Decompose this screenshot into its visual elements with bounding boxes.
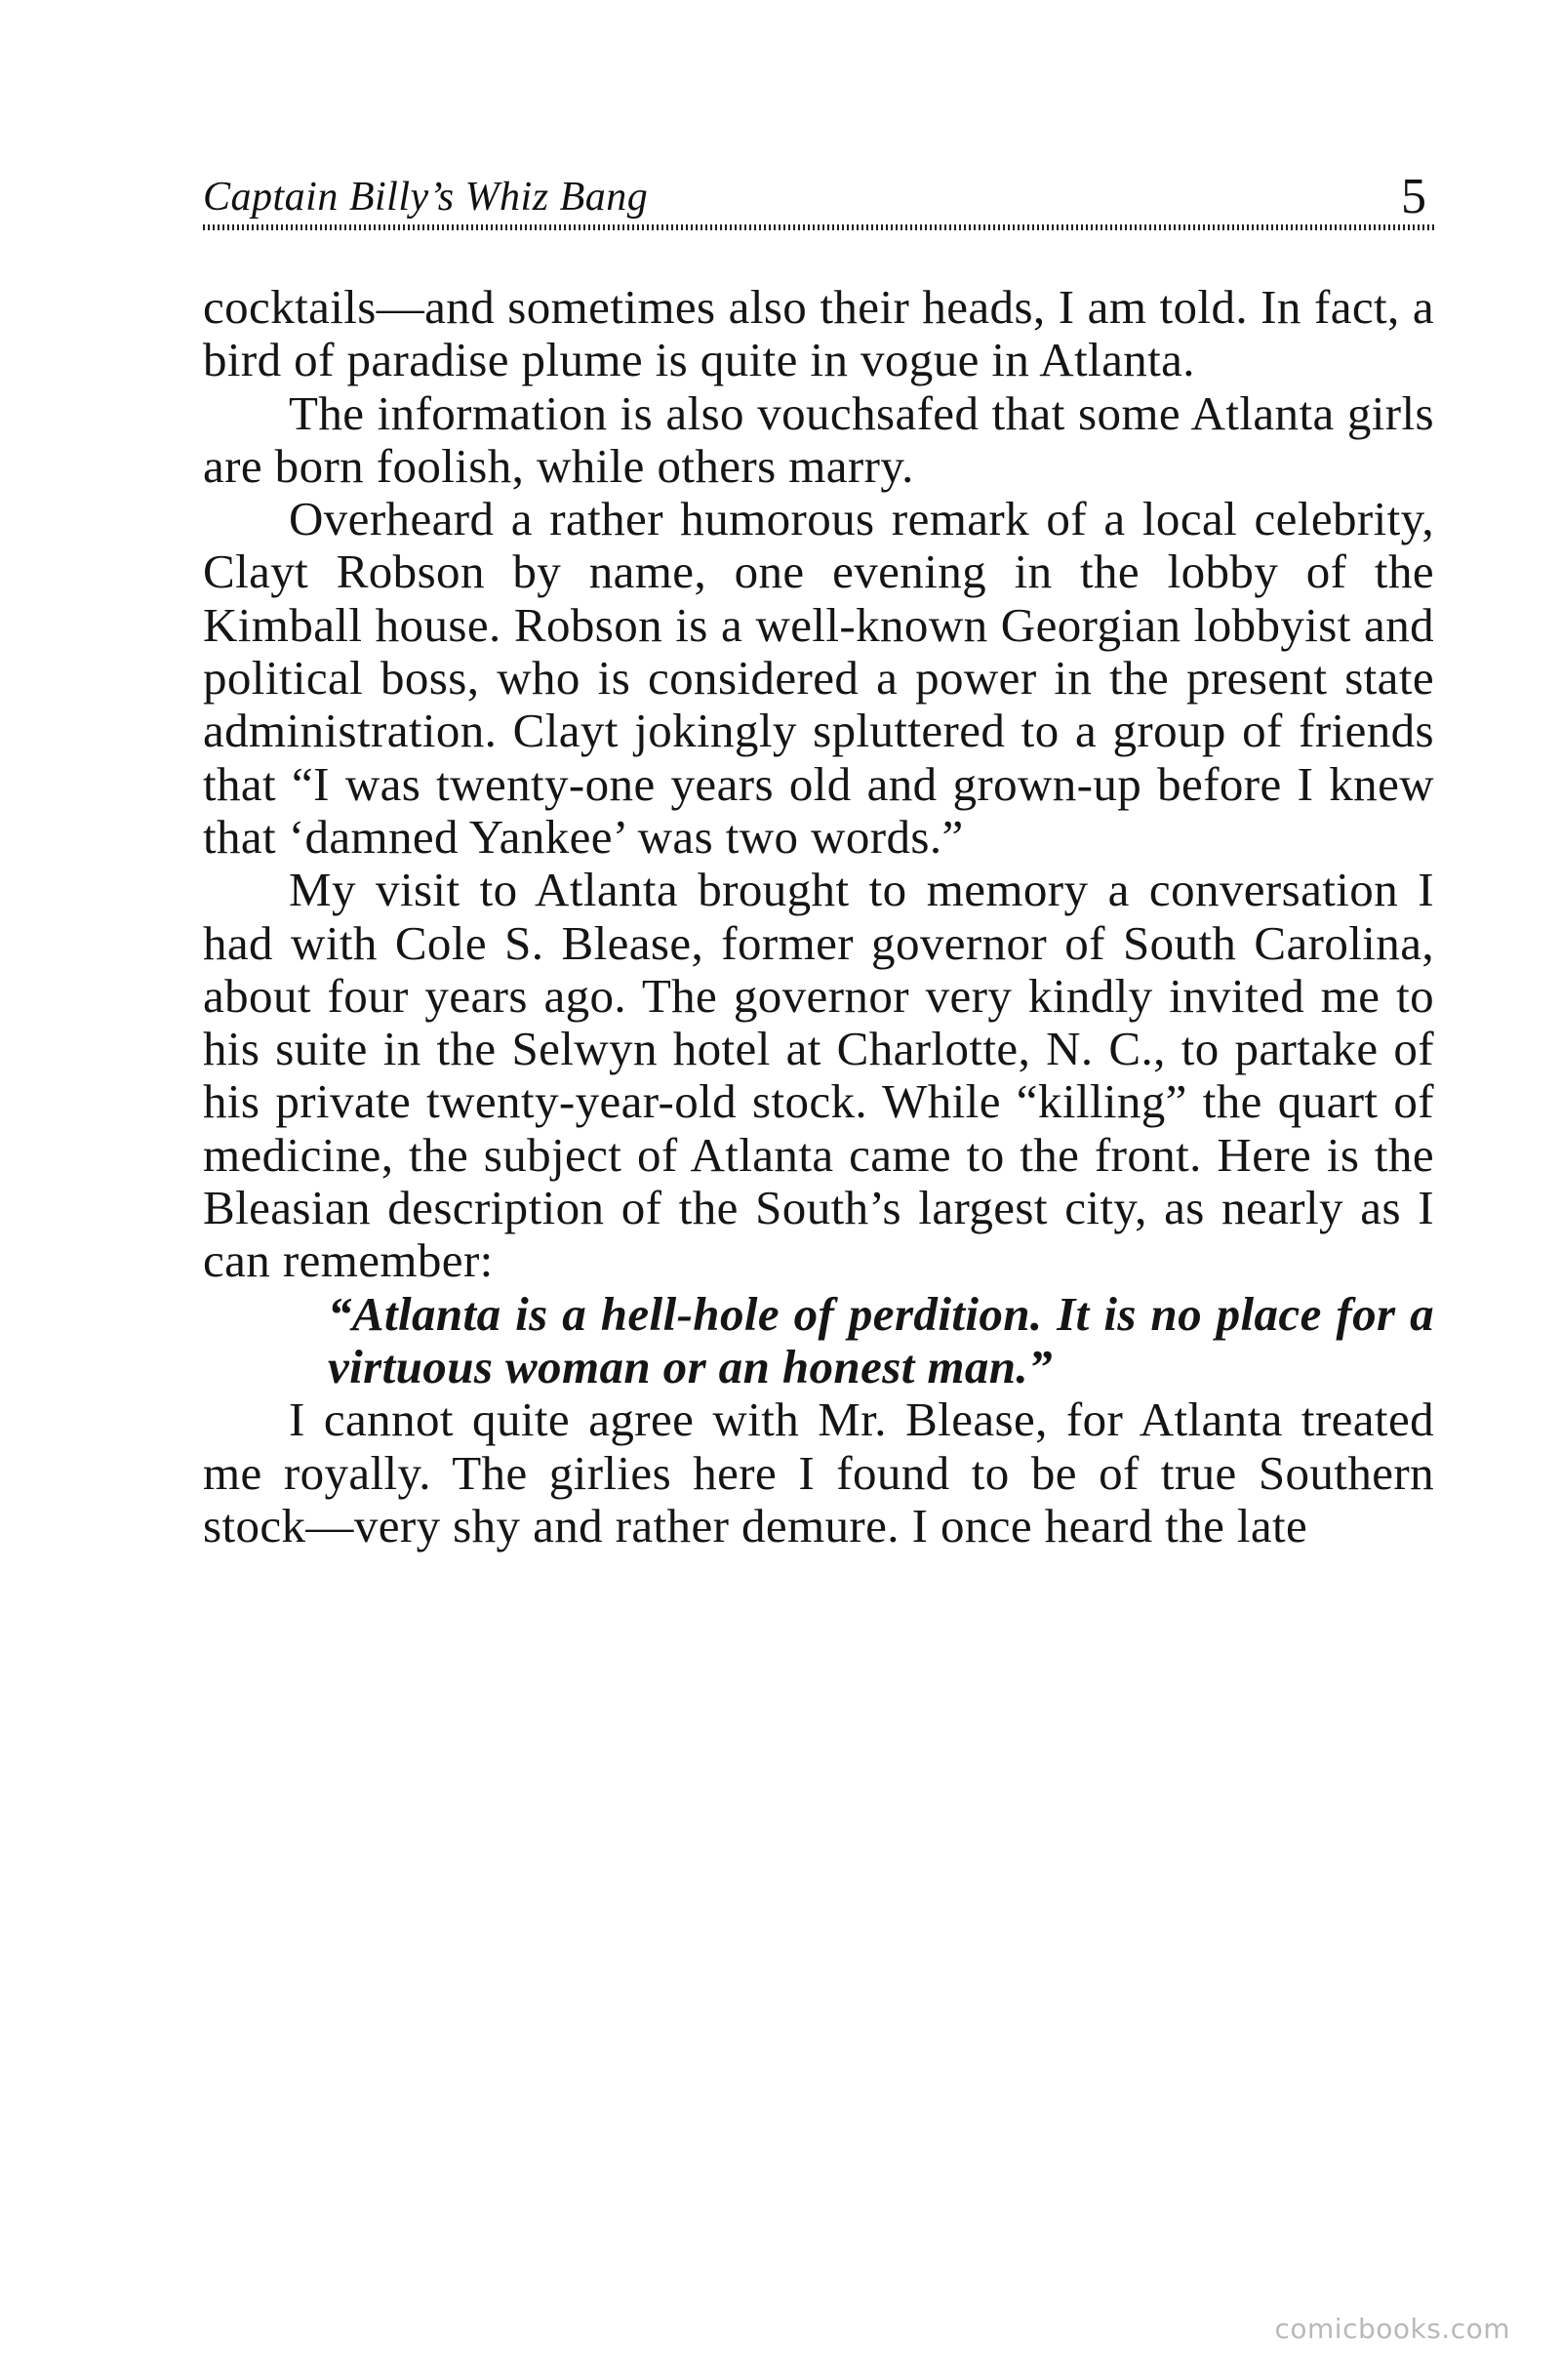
header-rule: [203, 224, 1434, 230]
paragraph-royally: I cannot quite agree with Mr. Blease, for Atlanta treated me royally. The girlies here I found to be of true Southern stock—very shy and rather demure. I once heard the late: [203, 1392, 1434, 1553]
running-title: Captain Billy’s Whiz Bang: [203, 175, 649, 220]
paragraph-information: The information is also vouchsafed that some Atlanta girls are born foolish, while others marry.: [203, 385, 1434, 493]
paragraph-continued: cocktails—and sometimes also their heads, I am told. In fact, a bird of paradise plume is quite in vogue in Atlanta.: [203, 280, 1434, 387]
watermark: comicbooks.com: [1274, 2313, 1510, 2345]
paragraph-robson: Overheard a rather humorous remark of a local celebrity, Clayt Robson by name, one evening in the lobby of the Kimball house. Robson is a well-known Georgian lobbyist and political boss, who is considered a power in the present state administration. Clayt jokingly spluttered to a group of friends that “I was twenty-one years old and grown-up before I knew that ‘damned Yankee’ was two words.”: [203, 492, 1434, 864]
page-header: [203, 156, 1434, 234]
page-number: 5: [1401, 169, 1426, 224]
body-text: [203, 281, 1434, 1553]
paragraph-blease: My visit to Atlanta brought to memory a conversation I had with Cole S. Blease, former governor of South Carolina, about four years ago. The governor very kindly invited me to his suite in the Selwyn hotel at Charlotte, N. C., to partake of his private twenty-year-old stock. While “killing” the quart of medicine, the subject of Atlanta came to the front. Here is the Bleasian description of the South’s largest city, as nearly as I can remember:: [203, 863, 1434, 1288]
block-quote: “Atlanta is a hell-hole of perdition. It is no place for a virtuous woman or an honest man.”: [328, 1286, 1434, 1393]
